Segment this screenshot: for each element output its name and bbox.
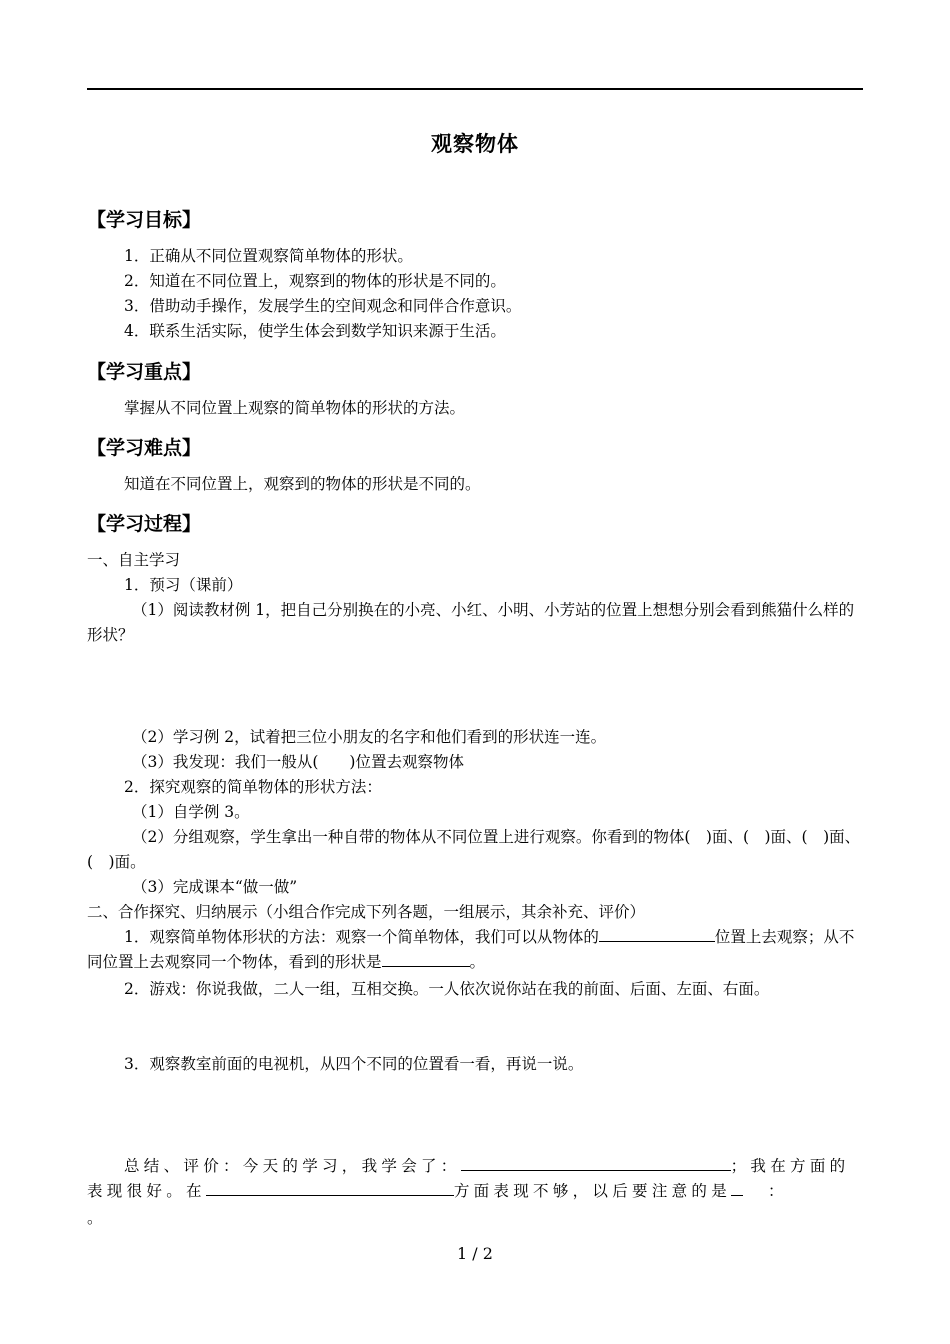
explore-item: 2．探究观察的简单物体的形状方法： [124, 778, 382, 796]
weak-area-blank[interactable] [206, 1179, 454, 1196]
goals-heading: 【学习目标】 [87, 209, 202, 231]
page-number: 1 / 2 [457, 1244, 493, 1263]
summary-text-a: 总结、评价：今天的学习，我学会了： [124, 1157, 461, 1175]
focus-text: 掌握从不同位置上观察的简单物体的形状的方法。 [124, 399, 466, 417]
part1-title: 一、自主学习 [87, 551, 181, 569]
learned-blank[interactable] [461, 1154, 731, 1171]
preview-question-3: （3）我发现：我们一般从( )位置去观察物体 [132, 753, 464, 771]
method-question-text-b: 位置上去观察；从不同位置上去观察同一个物体，看到的形状是 [87, 928, 855, 971]
method-question-text-a: 1．观察简单物体形状的方法：观察一个简单物体，我们可以从物体的 [124, 928, 599, 946]
focus-heading: 【学习重点】 [87, 361, 202, 383]
part2-title: 二、合作探究、归纳展示（小组合作完成下列各题，一组展示，其余补充、评价） [87, 903, 646, 921]
goal-item: 4．联系生活实际，使学生体会到数学知识来源于生活。 [124, 322, 506, 340]
difficulty-heading: 【学习难点】 [87, 437, 202, 459]
tv-observation-item: 3．观察教室前面的电视机，从四个不同的位置看一看，再说一说。 [124, 1055, 584, 1073]
method-question-text-c: 。 [469, 953, 486, 971]
goal-item: 2．知道在不同位置上，观察到的物体的形状是不同的。 [124, 272, 506, 290]
game-item: 2．游戏：你说我做，二人一组，互相交换。一人依次说你站在我的前面、后面、左面、右面。 [124, 980, 770, 998]
summary-end: 。 [87, 1209, 103, 1227]
position-blank[interactable] [599, 925, 715, 942]
attention-blank[interactable] [731, 1179, 788, 1200]
goal-item: 1．正确从不同位置观察简单物体的形状。 [124, 247, 413, 265]
explore-question-1: （1）自学例 3。 [132, 803, 250, 821]
shape-blank[interactable] [382, 950, 470, 967]
preview-question-2: （2）学习例 2，试着把三位小朋友的名字和他们看到的形状连一连。 [132, 728, 607, 746]
summary-text-d: 方面表现不够，以后要注意的是 [453, 1182, 732, 1200]
preview-item: 1．预习（课前） [124, 576, 243, 594]
summary [87, 1154, 865, 1204]
process-heading: 【学习过程】 [87, 513, 202, 535]
explore-question-2: （2）分组观察，学生拿出一种自带的物体从不同位置上进行观察。你看到的物体( )面、( )面、( )面、( )面。 [87, 828, 861, 871]
goal-item: 3．借助动手操作，发展学生的空间观念和同伴合作意识。 [124, 297, 522, 315]
header-rule [87, 88, 863, 90]
page-title: 观察物体 [431, 132, 519, 156]
explore-question-3: （3）完成课本“做一做” [132, 878, 298, 896]
summary-text-c: 方面的表现很好。在 [87, 1157, 850, 1200]
summary-text-e: ： [768, 1182, 788, 1200]
preview-question-1: （1）阅读教材例 1，把自己分别换在的小亮、小红、小明、小芳站的位置上想想分别会看到熊猫什么样的形状？ [87, 601, 855, 644]
difficulty-text: 知道在不同位置上，观察到的物体的形状是不同的。 [124, 475, 481, 493]
summary-text-b: ；我在 [730, 1157, 791, 1175]
method-question [87, 925, 865, 975]
